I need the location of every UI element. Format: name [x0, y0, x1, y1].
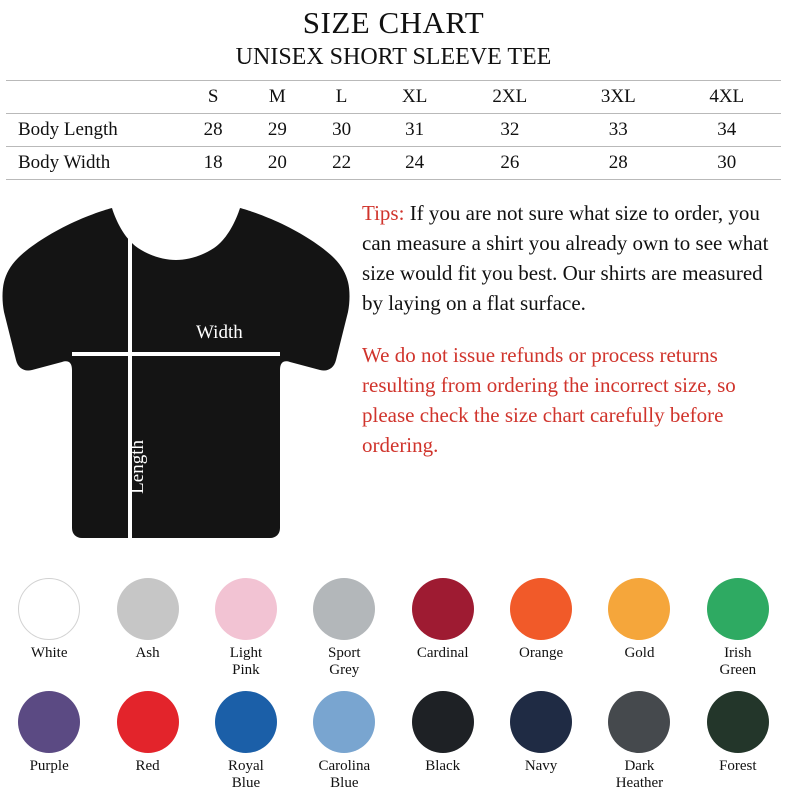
column-header: XL — [374, 81, 456, 114]
column-header: 3XL — [564, 81, 672, 114]
color-swatch[interactable] — [0, 574, 98, 679]
color-label: Ash — [135, 645, 160, 661]
color-label: Red — [135, 758, 160, 774]
table-cell: 29 — [245, 114, 309, 147]
color-dot[interactable] — [510, 691, 572, 753]
color-label: Light Pink — [229, 645, 263, 678]
color-swatch[interactable] — [590, 574, 688, 679]
color-swatch[interactable] — [295, 687, 393, 792]
color-swatch[interactable] — [492, 574, 590, 679]
color-label: Purple — [29, 758, 69, 774]
row-label: Body Width — [6, 147, 181, 180]
page-title: SIZE CHART — [302, 5, 485, 40]
color-label: Royal Blue — [228, 758, 264, 791]
color-dot[interactable] — [117, 578, 179, 640]
color-dot[interactable] — [608, 578, 670, 640]
page-subtitle: UNISEX SHORT SLEEVE TEE — [235, 44, 552, 70]
color-swatch-row-1 — [0, 574, 787, 679]
color-swatch-grid — [0, 574, 787, 792]
color-label: White — [30, 645, 68, 661]
table-cell: 28 — [564, 147, 672, 180]
table-cell: 26 — [456, 147, 564, 180]
size-table-wrapper — [0, 80, 787, 180]
table-cell: 28 — [181, 114, 245, 147]
length-label: Length — [127, 440, 148, 494]
tips-label: Tips: — [362, 201, 405, 225]
color-swatch[interactable] — [197, 574, 295, 679]
column-header: L — [309, 81, 373, 114]
color-dot[interactable] — [313, 578, 375, 640]
width-label: Width — [196, 322, 243, 343]
color-swatch[interactable] — [98, 574, 196, 679]
color-swatch[interactable] — [197, 687, 295, 792]
color-dot[interactable] — [707, 691, 769, 753]
color-label: Carolina Blue — [318, 758, 371, 791]
table-cell: 34 — [672, 114, 781, 147]
color-dot[interactable] — [412, 691, 474, 753]
tshirt-icon — [0, 190, 352, 542]
color-swatch[interactable] — [689, 687, 787, 792]
column-header: M — [245, 81, 309, 114]
color-swatch[interactable] — [0, 687, 98, 792]
color-label: Cardinal — [416, 645, 469, 661]
color-swatch[interactable] — [394, 687, 492, 792]
table-cell: 31 — [374, 114, 456, 147]
color-dot[interactable] — [117, 691, 179, 753]
table-cell: 24 — [374, 147, 456, 180]
color-dot[interactable] — [215, 691, 277, 753]
table-cell: 18 — [181, 147, 245, 180]
color-dot[interactable] — [510, 578, 572, 640]
color-swatch[interactable] — [492, 687, 590, 792]
table-cell: 30 — [672, 147, 781, 180]
color-label: Dark Heather — [615, 758, 664, 791]
color-label: Black — [425, 758, 461, 774]
table-row — [6, 147, 781, 180]
color-swatch[interactable] — [295, 574, 393, 679]
column-header: S — [181, 81, 245, 114]
color-swatch-row-2 — [0, 687, 787, 792]
color-dot[interactable] — [215, 578, 277, 640]
color-label: Forest — [719, 758, 757, 774]
column-header: 2XL — [456, 81, 564, 114]
color-label: Irish Green — [719, 645, 757, 678]
tips-paragraph — [362, 198, 777, 318]
table-cell: 22 — [309, 147, 373, 180]
color-label: Gold — [624, 645, 655, 661]
color-label: Sport Grey — [328, 645, 361, 678]
color-swatch[interactable] — [394, 574, 492, 679]
color-dot[interactable] — [18, 691, 80, 753]
color-dot[interactable] — [707, 578, 769, 640]
table-cell: 30 — [309, 114, 373, 147]
color-dot[interactable] — [608, 691, 670, 753]
color-label: Orange — [518, 645, 564, 661]
color-swatch[interactable] — [689, 574, 787, 679]
size-chart-page — [0, 4, 787, 798]
color-dot[interactable] — [18, 578, 80, 640]
size-table — [6, 80, 781, 180]
color-dot[interactable] — [313, 691, 375, 753]
table-cell: 32 — [456, 114, 564, 147]
table-cell: 20 — [245, 147, 309, 180]
refund-warning: We do not issue refunds or process returns resulting from ordering the incorrect size, so please check the size chart carefully before ordering. — [362, 343, 736, 457]
color-dot[interactable] — [412, 578, 474, 640]
table-row — [6, 114, 781, 147]
color-swatch[interactable] — [98, 687, 196, 792]
color-label: Navy — [524, 758, 558, 774]
table-corner-cell — [6, 81, 181, 114]
measurement-section — [0, 190, 787, 542]
color-swatch[interactable] — [590, 687, 688, 792]
table-cell: 33 — [564, 114, 672, 147]
tips-body: If you are not sure what size to order, you can measure a shirt you already own to see what size would fit you best. Our shirts are measured by laying on a flat surface. — [362, 201, 769, 315]
tips-section — [352, 190, 787, 542]
table-header-row — [6, 81, 781, 114]
tshirt-diagram — [0, 190, 352, 542]
row-label: Body Length — [6, 114, 181, 147]
column-header: 4XL — [672, 81, 781, 114]
